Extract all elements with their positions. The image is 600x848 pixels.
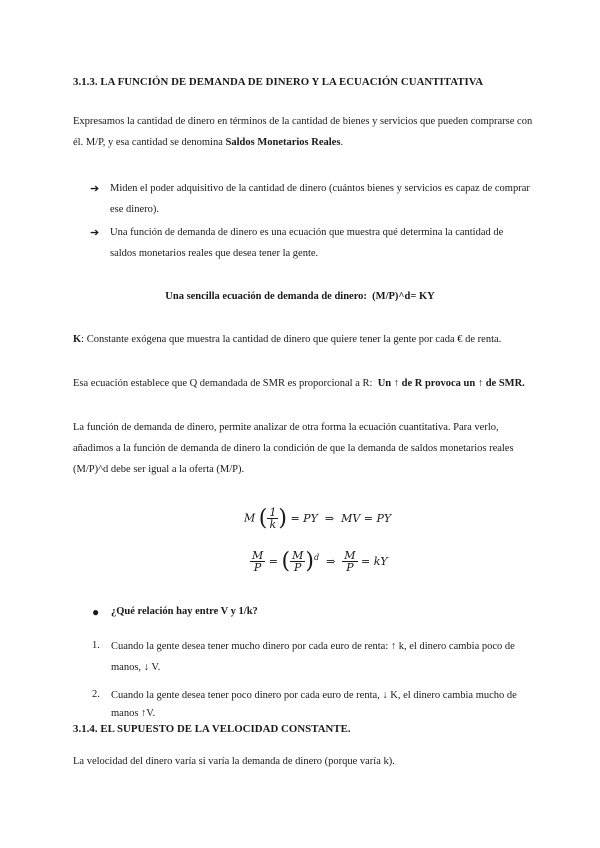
quantity-theory-paragraph: La función de demanda de dinero, permite analizar de otra forma la ecuación cuantitativa. Para verlo, añadimos a la función de demanda de dinero la condición de que la demanda de saldos monetarios reales (M/P)^d debe ser igual a la oferta (M/P).: [73, 422, 514, 475]
section-heading-313: 3.1.3. LA FUNCIÓN DE DEMANDA DE DINERO Y LA ECUACIÓN CUANTITATIVA: [73, 76, 484, 88]
bullet-item: Miden el poder adquisitivo de la cantidad de dinero (cuántos bienes y servicios es capaz de comprar ese dinero).: [110, 183, 530, 215]
bullet-dot-icon: ●: [92, 605, 100, 619]
numbered-item: Cuando la gente desea tener mucho dinero por cada euro de renta: ↑ k, el dinero cambia poco de manos, ↓ V.: [111, 641, 515, 673]
simple-demand-equation: Una sencilla ecuación de demanda de dinero: (M/P)^d= KY: [165, 291, 435, 302]
arrow-bullet-icon: ➔: [90, 227, 100, 239]
list-number: 2.: [92, 689, 100, 700]
intro-line-2: él. M/P, y esa cantidad se denomina Saldos Monetarios Reales.: [73, 137, 344, 148]
section-heading-314: 3.1.4. EL SUPUESTO DE LA VELOCIDAD CONSTANTE.: [73, 723, 351, 735]
smr-statement: Esa ecuación establece que Q demandada de SMR es proporcional a R: Un ↑ de R provoca un ↑ de SMR.: [73, 378, 525, 389]
closing-paragraph: La velocidad del dinero varía si varía la demanda de dinero (porque varía k).: [73, 756, 395, 767]
question-heading: ¿Qué relación hay entre V y 1/k?: [111, 606, 258, 617]
list-number: 1.: [92, 640, 100, 651]
numbered-item: Cuando la gente desea tener poco dinero por cada euro de renta, ↓ K, el dinero cambia mucho de manos ↑V.: [111, 690, 517, 719]
saldos-term: Saldos Monetarios Reales: [225, 137, 341, 148]
equation-1: M ( $\frac{1}{k}$ ) = PY ⇒ MV = PY: [244, 506, 392, 531]
intro-paragraph: [73, 111, 543, 153]
intro-line-1: Expresamos la cantidad de dinero en términos de la cantidad de bienes y servicios que pueden comprarse con: [73, 116, 533, 127]
k-definition: K: Constante exógena que muestra la cantidad de dinero que quiere tener la gente por cada € de renta.: [73, 334, 502, 345]
equation-2: $\frac{M}{P}$ = ( $\frac{M}{P}$ )$^d$ ⇒ $\frac{M}{P}$ = kY: [252, 549, 388, 574]
bullet-item: Una función de demanda de dinero es una ecuación que muestra qué determina la cantidad de saldos monetarios reales que desea tener la gente.: [110, 227, 504, 259]
arrow-bullet-icon: ➔: [90, 183, 100, 195]
